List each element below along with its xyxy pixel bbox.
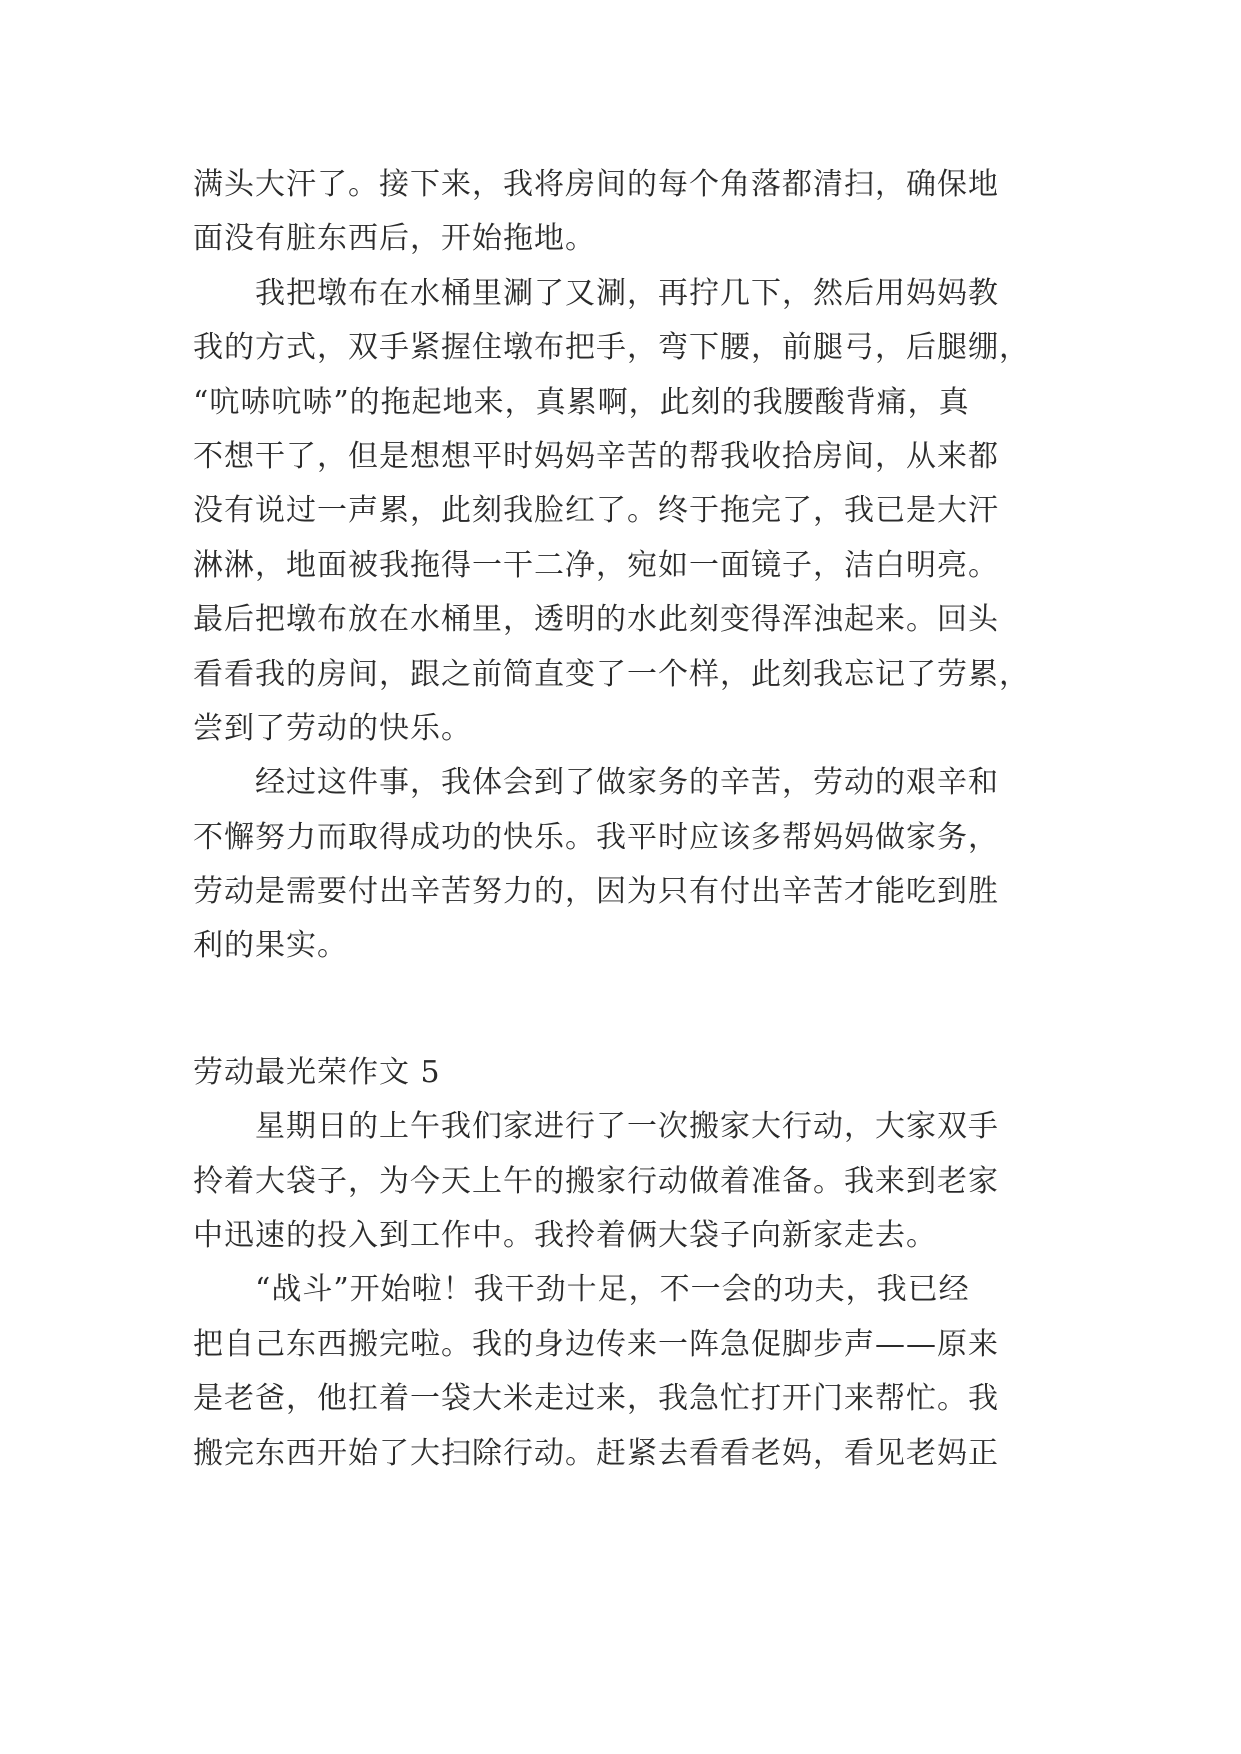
text-line: 拎着大袋子，为今天上午的搬家行动做着准备。我来到老家 xyxy=(193,1163,999,1199)
text-line: 把自己东西搬完啦。我的身边传来一阵急促脚步声——原来 xyxy=(193,1326,999,1362)
text-line: 不想干了，但是想想平时妈妈辛苦的帮我收拾房间，从来都 xyxy=(193,438,999,474)
text-line: 没有说过一声累，此刻我脸红了。终于拖完了，我已是大汗 xyxy=(193,493,999,529)
text-line: 最后把墩布放在水桶里，透明的水此刻变得浑浊起来。回头 xyxy=(193,602,999,638)
text-line: 满头大汗了。接下来，我将房间的每个角落都清扫，确保地 xyxy=(193,167,999,202)
text-line: 星期日的上午我们家进行了一次搬家大行动，大家双手 xyxy=(255,1109,999,1145)
document-body xyxy=(193,158,1053,1481)
essay-title: 劳动最光荣作文 5 xyxy=(193,1054,441,1090)
text-line: 不懈努力而取得成功的快乐。我平时应该多帮妈妈做家务， xyxy=(193,819,999,855)
text-line: 我的方式，双手紧握住墩布把手，弯下腰，前腿弓，后腿绷， xyxy=(193,330,1030,366)
section-gap xyxy=(193,974,1053,1046)
paragraph-continuation xyxy=(193,158,1053,267)
paragraph-reflection xyxy=(193,756,1053,974)
text-line: 经过这件事，我体会到了做家务的辛苦，劳动的艰辛和 xyxy=(255,765,999,801)
text-line: 劳动是需要付出辛苦努力的，因为只有付出辛苦才能吃到胜 xyxy=(193,874,999,910)
text-line: 是老爸，他扛着一袋大米走过来，我急忙打开门来帮忙。我 xyxy=(193,1381,999,1417)
text-line: 看看我的房间，跟之前简直变了一个样，此刻我忘记了劳累， xyxy=(193,656,1030,692)
paragraph-moving-day xyxy=(193,1100,1053,1263)
paragraph-mopping xyxy=(193,267,1053,757)
text-line: “吭哧吭哧”的拖起地来，真累啊，此刻的我腰酸背痛，真 xyxy=(193,384,970,420)
text-line: 利的果实。 xyxy=(193,928,348,964)
text-line: 中迅速的投入到工作中。我拎着俩大袋子向新家走去。 xyxy=(193,1218,937,1254)
text-line: 搬完东西开始了大扫除行动。赶紧去看看老妈，看见老妈正 xyxy=(193,1435,999,1471)
text-line: “战斗”开始啦！我干劲十足，不一会的功夫，我已经 xyxy=(255,1272,970,1308)
text-line: 面没有脏东西后，开始拖地。 xyxy=(193,221,596,257)
paragraph-battle xyxy=(193,1263,1053,1481)
text-line: 尝到了劳动的快乐。 xyxy=(193,710,472,746)
text-line: 我把墩布在水桶里涮了又涮，再拧几下，然后用妈妈教 xyxy=(255,275,999,311)
text-line: 淋淋，地面被我拖得一干二净，宛如一面镜子，洁白明亮。 xyxy=(193,547,999,583)
